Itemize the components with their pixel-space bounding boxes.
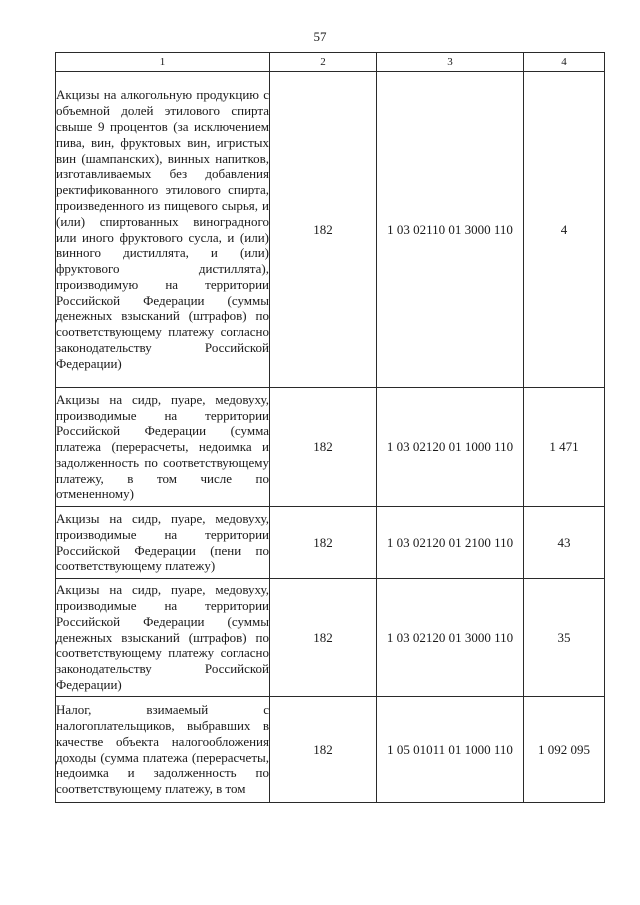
budget-classification-code: 1 03 02120 01 3000 110 — [377, 579, 524, 697]
revenue-description: Акцизы на сидр, пуаре, медовуху, производимые на территории Российской Федерации (пени по соответствующему платежу) — [56, 507, 270, 579]
table-row — [56, 72, 605, 388]
table-header-row — [56, 53, 605, 72]
column-header: 3 — [377, 53, 524, 72]
revenue-table — [55, 52, 605, 803]
column-header: 1 — [56, 53, 270, 72]
revenue-description: Налог, взимаемый с налогоплательщиков, выбравших в качестве объекта налогообложения доходы (сумма платежа (перерасчеты, недоимка и задолженность по соответствующему платежу, в том — [56, 697, 270, 803]
administrator-code: 182 — [270, 72, 377, 388]
budget-classification-code: 1 03 02110 01 3000 110 — [377, 72, 524, 388]
revenue-amount: 35 — [524, 579, 605, 697]
table-row — [56, 579, 605, 697]
administrator-code: 182 — [270, 697, 377, 803]
budget-classification-code: 1 03 02120 01 1000 110 — [377, 388, 524, 507]
table-row — [56, 697, 605, 803]
column-header: 4 — [524, 53, 605, 72]
budget-classification-code: 1 05 01011 01 1000 110 — [377, 697, 524, 803]
administrator-code: 182 — [270, 388, 377, 507]
revenue-amount: 1 471 — [524, 388, 605, 507]
administrator-code: 182 — [270, 507, 377, 579]
revenue-amount: 4 — [524, 72, 605, 388]
revenue-description: Акцизы на сидр, пуаре, медовуху, производимые на территории Российской Федерации (сумма платежа (перерасчеты, недоимка и задолженность по соответствующему платежу, в том числе по отмененному) — [56, 388, 270, 507]
revenue-description: Акцизы на сидр, пуаре, медовуху, производимые на территории Российской Федерации (суммы денежных взысканий (штрафов) по соответствующему платежу согласно законодательству Российской Федерации) — [56, 579, 270, 697]
table-row — [56, 507, 605, 579]
revenue-amount: 43 — [524, 507, 605, 579]
administrator-code: 182 — [270, 579, 377, 697]
revenue-amount: 1 092 095 — [524, 697, 605, 803]
column-header: 2 — [270, 53, 377, 72]
revenue-description: Акцизы на алкогольную продукцию с объемной долей этилового спирта свыше 9 процентов (за исключением пива, вин, фруктовых вин, игристых вин (шампанских), винных напитков, изготавливаемых без добавления ректификованного этилового спирта, произведенного из пищевого сырья, и (или) спиртованных виноградного или иного фруктового сусла, и (или) винного дистиллята, и (или) фруктового дистиллята), производимую на территории Российской Федерации (суммы денежных взысканий (штрафов) по соответствующему платежу согласно законодательству Российской Федерации) — [56, 72, 270, 388]
budget-classification-code: 1 03 02120 01 2100 110 — [377, 507, 524, 579]
page-number: 57 — [313, 29, 327, 44]
table-row — [56, 388, 605, 507]
